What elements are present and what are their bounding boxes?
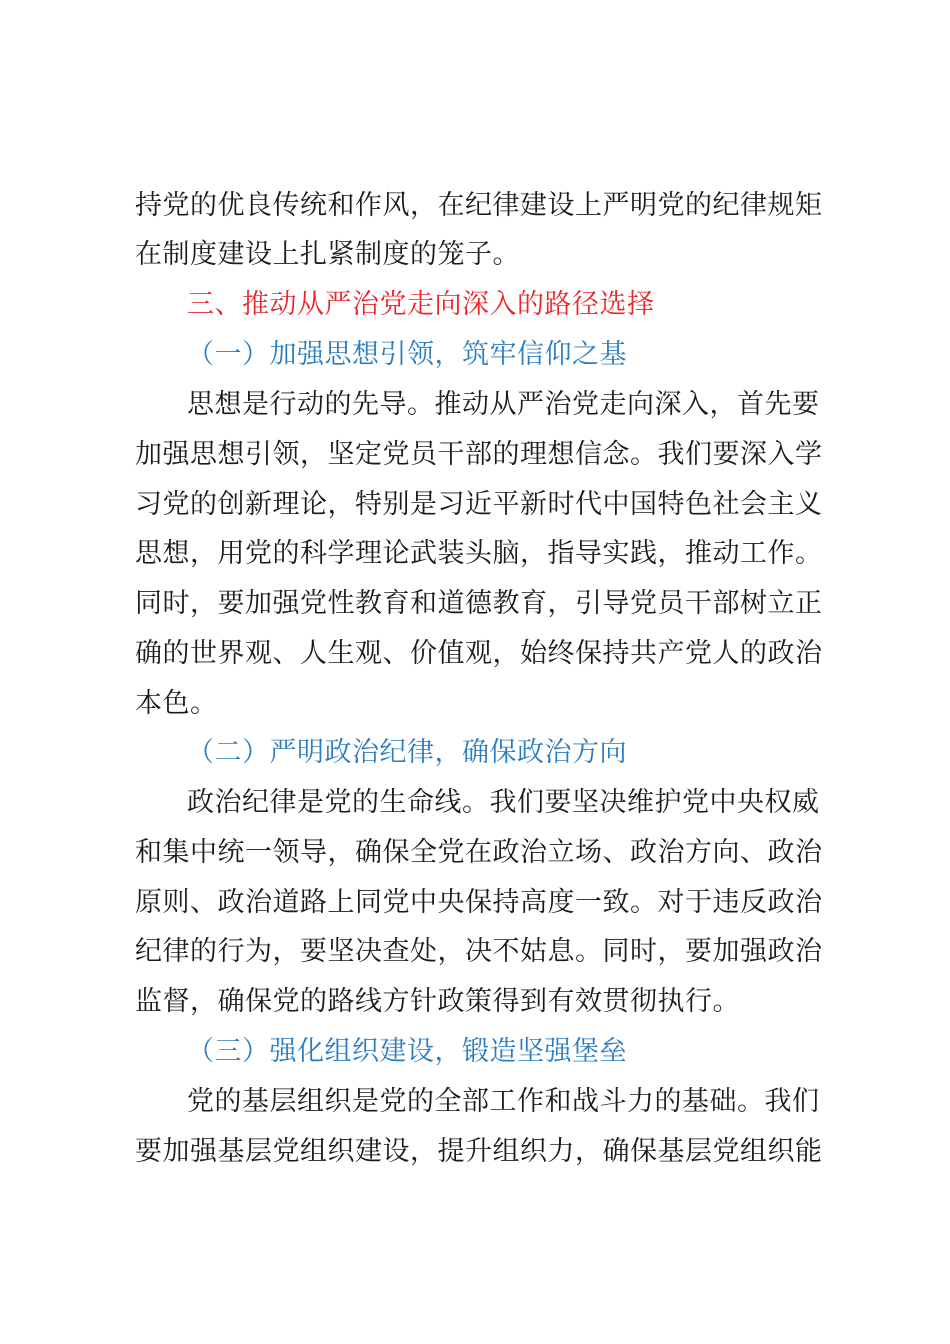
text-line: 政治纪律是党的生命线。我们要坚决维护党中央权威 (187, 787, 820, 818)
text-line: 党的基层组织是党的全部工作和战斗力的基础。我们 (187, 1086, 820, 1117)
section-heading: 三、推动从严治党走向深入的路径选择 (187, 289, 655, 320)
text-line: 确的世界观、人生观、价值观，始终保持共产党人的政治 (135, 638, 823, 669)
text-line: 在制度建设上扎紧制度的笼子。 (135, 239, 520, 270)
text-line: 思想，用党的科学理论武装头脑，指导实践，推动工作。 (135, 538, 823, 569)
text-line: 纪律的行为，要坚决查处，决不姑息。同时，要加强政治 (135, 936, 823, 967)
text-line: 原则、政治道路上同党中央保持高度一致。对于违反政治 (135, 887, 823, 918)
text-line: 要加强基层党组织建设，提升组织力，确保基层党组织能 (135, 1136, 823, 1167)
subsection-heading-1: （一）加强思想引领，筑牢信仰之基 (187, 339, 627, 370)
text-line: 思想是行动的先导。推动从严治党走向深入，首先要 (187, 389, 820, 420)
text-line: 监督，确保党的路线方针政策得到有效贯彻执行。 (135, 986, 740, 1017)
text-line: 本色。 (135, 688, 218, 719)
text-line: 和集中统一领导，确保全党在政治立场、政治方向、政治 (135, 837, 823, 868)
subsection-heading-3: （三）强化组织建设，锻造坚强堡垒 (187, 1036, 627, 1067)
subsection-heading-2: （二）严明政治纪律，确保政治方向 (187, 737, 627, 768)
text-line: 加强思想引领，坚定党员干部的理想信念。我们要深入学 (135, 439, 823, 470)
text-line: 持党的优良传统和作风，在纪律建设上严明党的纪律规矩 (135, 190, 823, 221)
text-line: 习党的创新理论，特别是习近平新时代中国特色社会主义 (135, 489, 823, 520)
text-line: 同时，要加强党性教育和道德教育，引导党员干部树立正 (135, 588, 823, 619)
